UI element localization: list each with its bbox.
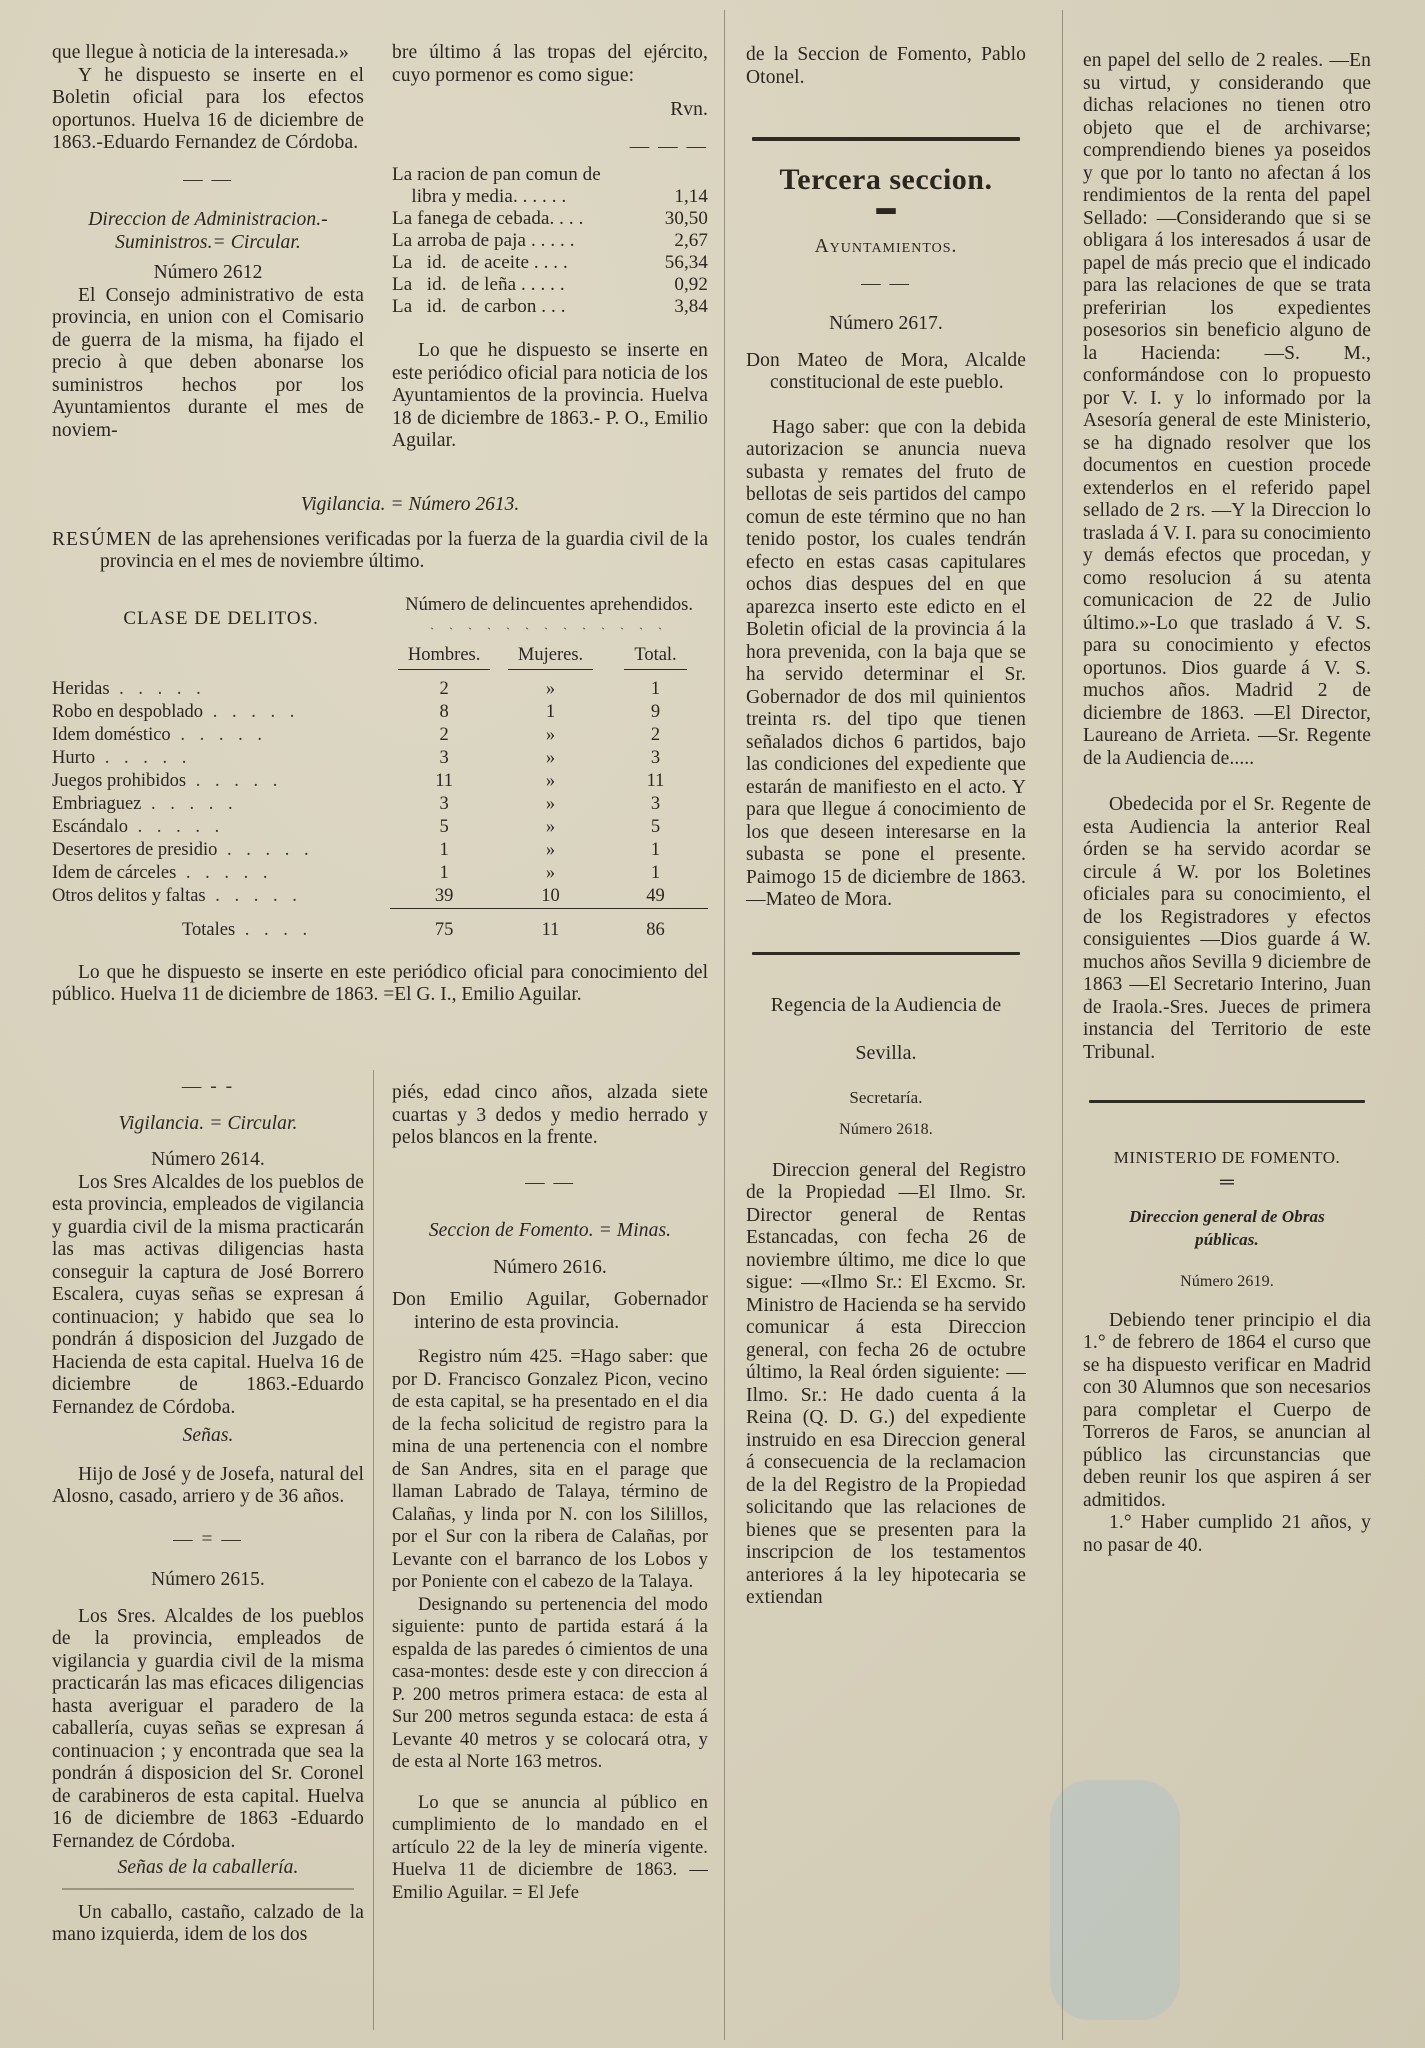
count-total: 9 <box>650 701 661 722</box>
price-value: 30,50 <box>664 208 708 229</box>
count-total: 3 <box>650 747 661 768</box>
text-paragraph: Debiendo tener principio el dia 1.° de febrero de 1864 el curso que se ha dispuesto verificar en Madrid con 30 Alumnos que son necesarios para completar el Cuerpo de Torreros de Faros, se anuncian al público las circunstancias que deben reunir los que aspiren á ser admitidos. <box>1083 1309 1371 1511</box>
leader-dots: . . . . . <box>128 816 225 837</box>
column-rule <box>1062 10 1063 2040</box>
separator: — — <box>525 1171 575 1193</box>
count-total: 3 <box>650 793 661 814</box>
offense-cell <box>52 862 390 885</box>
price-row <box>392 274 708 296</box>
count-mujeres: » <box>545 816 556 837</box>
count-total: 5 <box>650 816 661 837</box>
notice-number: Número 2612 <box>153 262 263 283</box>
notice-number: Número 2618. <box>839 1121 933 1138</box>
separator: ▬ <box>876 197 896 219</box>
header-total: Total. <box>624 644 686 670</box>
table-row <box>52 862 708 885</box>
leader-dots: . . . . . <box>109 678 206 699</box>
section-rule <box>752 137 1020 141</box>
header-hombres: Hombres. <box>398 644 490 670</box>
count-total: 1 <box>650 862 661 883</box>
count-mujeres: » <box>545 770 556 791</box>
count-hombres: 1 <box>439 862 449 883</box>
table-row <box>52 678 708 701</box>
vigilancia-2613-section <box>52 494 708 1007</box>
offense-label: Heridas <box>52 678 110 699</box>
table-row <box>52 770 708 793</box>
price-header: Rvn. <box>670 99 708 120</box>
offense-cell <box>52 816 390 839</box>
count-total: 1 <box>650 839 661 860</box>
text-paragraph: Los Sres Alcaldes de los pueblos de esta provincia, empleados de vigilancia y guardia civil de la misma practicarán las mas activas diligencias hasta conseguir la captura de José Borrero Escalera, cuyas señas se expresan á continuacion; y habido que sea lo pondrán á disposicion del Juzgado de Hacienda de esta capital. Huelva 16 de diciembre de 1863.-Eduardo Fernandez de Córdoba. <box>52 1171 364 1418</box>
rule <box>62 1888 354 1890</box>
count-mujeres: » <box>545 724 556 745</box>
column-1-top <box>52 42 364 442</box>
separator: ═ <box>1220 1171 1234 1193</box>
leader-dots: . . . . . <box>141 793 238 814</box>
section-title: MINISTERIO DE FOMENTO. <box>1113 1148 1341 1167</box>
count-mujeres: 10 <box>541 885 560 906</box>
library-stamp-watermark <box>1050 1780 1180 2020</box>
price-value: 1,14 <box>674 186 708 207</box>
text-paragraph: que llegue à noticia de la interesada.» <box>52 42 349 63</box>
count-hombres: 2 <box>439 724 449 745</box>
section-heading: Regencia de la Audiencia de Sevilla. <box>770 993 1002 1064</box>
offense-label: Juegos prohibidos <box>52 770 187 791</box>
separator: — — — <box>629 135 708 157</box>
totals-row: Totales . . . . 75 11 86 <box>52 919 708 942</box>
dotted-rule: ` ` ` ` ` ` ` ` ` ` ` ` ` <box>430 624 669 639</box>
count-hombres: 39 <box>434 885 454 906</box>
offense-label: Robo en despoblado <box>52 701 204 722</box>
count-hombres: 8 <box>439 701 449 722</box>
section-title: Tercera seccion. <box>779 163 993 196</box>
count-mujeres: » <box>545 678 556 699</box>
text-paragraph: Lo que he dispuesto se inserte en este periódico oficial para conocimiento del público. Huelva 11 de diciembre de 1863. =El G. I., Emilio Aguilar. <box>52 961 708 1005</box>
price-item: La arroba de paja . . . . . <box>392 230 575 251</box>
text-paragraph: bre último á las tropas del ejército, cuyo pormenor es como sigue: <box>392 42 708 86</box>
table-row <box>52 747 708 770</box>
offense-cell <box>52 885 390 909</box>
section-heading: Direccion general de Obras públicas. <box>1129 1207 1325 1249</box>
price-item: La id. de leña . . . . . <box>392 274 565 295</box>
text-paragraph: Designando su pertenencia del modo siguiente: punto de partida estará á la espalda de las paredes ó cimientos de una casa-montes: desde este y con direccion á P. 200 metros primera estaca: de esta al Sur 200 metros segunda estaca: de esta á Levante 40 metros y se colocará otra, y de esta al Norte 163 metros. <box>392 1594 708 1772</box>
price-row <box>392 296 708 318</box>
column-2-lower <box>392 1082 708 1904</box>
price-row <box>392 164 708 186</box>
table-row <box>52 793 708 816</box>
count-hombres: 3 <box>439 747 449 768</box>
notice-number: Número 2614. <box>151 1149 265 1170</box>
table-row <box>52 885 708 909</box>
text-paragraph: Lo que se anuncia al público en cumplimiento de lo mandado en el artículo 22 de la ley de minería vigente. Huelva 11 de diciembre de 1863. —Emilio Aguilar. = El Jefe <box>392 1792 708 1903</box>
text-paragraph: en papel del sello de 2 reales. —En su virtud, y considerando que dichas relaciones no tienen otro objeto que el de archivarse; comprendiendo bienes ya poseidos y que por lo tanto no afectan á los rendimientos de la renta del papel Sellado: —Considerando que si se obligara á los interesados á usar de papel de más precio que el indicado para las relaciones de que se trata preferirian los expedientes posesorios sin beneficio alguno de la Hacienda: —S. M., conformándose con lo propuesto por V. I. y lo informado por la Asesoría general de este Ministerio, se ha dignado resolver que los documentos en cuestion procede extenderlos en el referido papel sellado de 2 rs. —Y la Direccion lo traslada á V. I. para su conocimiento y demás efectos que procedan, y como resolucion á su atenta comunicacion de 22 de Julio último.»-Lo que traslado á V. S. para su conocimiento y efectos oportunos. Dios guarde á V. S. muchos años. Madrid 2 de diciembre de 1863. —El Director, Laureano de Arrieta. —Sr. Regente de la Audiencia de..... <box>1083 50 1371 769</box>
intro-lead: RESÚMEN <box>52 528 153 550</box>
header-group: Número de delincuentes aprehendidos. <box>405 594 693 615</box>
table-intro <box>52 529 708 574</box>
notice-number: Número 2616. <box>493 1256 607 1278</box>
section-subtitle: Ayuntamientos. <box>814 236 958 257</box>
count-mujeres: » <box>545 839 556 860</box>
count-hombres: 5 <box>439 816 449 837</box>
count-hombres: 3 <box>439 793 449 814</box>
price-item: La id. de carbon . . . <box>392 296 566 317</box>
offenses-table <box>52 594 708 942</box>
separator: — — <box>861 272 911 294</box>
section-heading: Vigilancia. = Circular. <box>118 1112 298 1134</box>
count-hombres: 1 <box>439 839 449 860</box>
totals-label: Totales <box>182 919 236 940</box>
offense-cell <box>52 724 390 747</box>
price-value: 2,67 <box>674 230 708 251</box>
leader-dots: . . . . . <box>203 701 300 722</box>
column-3 <box>746 44 1026 1610</box>
count-mujeres: 1 <box>545 701 556 722</box>
count-hombres: 11 <box>435 770 454 791</box>
price-value <box>654 164 708 186</box>
text-paragraph: Direccion general del Registro de la Propiedad —El Ilmo. Sr. Director general de Rentas Estancadas, con fecha 26 de noviembre último, me dice lo que sigue: —«Ilmo Sr.: El Excmo. Sr. Ministro de Hacienda se ha servido comunicar á esta Direccion general, con fecha 26 de octubre último, la Real órden siguiente: —Ilmo. Sr.: He dado cuenta á la Reina (Q. D. G.) del expediente instruido en esa Direccion general á consecuencia de la reclamacion de la del Registro de la Propiedad solicitando que las relaciones de bienes que se presenten para la inscripcion de los testamentos anteriores á la ley hipotecaria se extiendan <box>746 1159 1026 1608</box>
price-value: 3,84 <box>674 296 708 317</box>
intro-text: de las aprehensiones verificadas por la fuerza de la guardia civil de la provincia en el mes de noviembre último. <box>100 528 708 572</box>
section-rule <box>1089 1100 1365 1103</box>
text-paragraph: Registro núm 425. =Hago saber: que por D. Francisco Gonzalez Picon, vecino de esta capital, se ha presentado en el dia de la fecha solicitud de registro para la mina de una pertenencia con el nombre de San Andres, sita en el parage que llaman Labrado de Talaya, término de Calañas, y linda por N. con los Silillos, por el Sur con la ribera de Calañas, por Levante con el barranco de los Lobos y por Poniente con el cabezo de la Talaya. <box>392 1347 708 1592</box>
text-paragraph: de la Seccion de Fomento, Pablo Otonel. <box>746 44 1026 88</box>
header-mujeres: Mujeres. <box>508 644 593 670</box>
header-clase: CLASE DE DELITOS. <box>123 608 319 629</box>
column-rule <box>724 10 725 2040</box>
text-paragraph: Don Emilio Aguilar, Gobernador interino de esta provincia. <box>392 1289 708 1333</box>
column-2-top <box>392 42 708 453</box>
notice-number: Número 2617. <box>829 313 943 334</box>
text-paragraph: Hijo de José y de Josefa, natural del Alosno, casado, arriero y de 36 años. <box>52 1463 364 1507</box>
separator: — - - <box>181 1076 235 1097</box>
total-mujeres: 11 <box>541 919 560 940</box>
count-mujeres: » <box>545 747 556 768</box>
table-row <box>52 724 708 747</box>
table-row <box>52 701 708 724</box>
table-row <box>52 839 708 862</box>
count-mujeres: » <box>545 862 556 883</box>
column-rule <box>373 1070 374 2030</box>
column-1-lower <box>52 1076 364 1947</box>
offense-label: Embriaguez <box>52 793 142 814</box>
text-paragraph: El Consejo administrativo de esta provincia, en union con el Comisario de guerra de la misma, ha fijado el precio à que deben abonarse los suministros hechos por los Ayuntamientos durante el mes de noviem- <box>52 284 364 441</box>
text-paragraph: Y he dispuesto se inserte en el Boletin oficial para los efectos oportunos. Huelva 16 de diciembre de 1863.-Eduardo Fernandez de Córdoba. <box>52 64 364 153</box>
section-rule <box>752 952 1020 955</box>
count-total: 2 <box>650 724 661 745</box>
offense-cell <box>52 839 390 862</box>
offense-cell <box>52 701 390 724</box>
price-item: La id. de aceite . . . . <box>392 252 568 273</box>
separator: — — <box>183 168 233 190</box>
count-total: 1 <box>650 678 661 699</box>
text-paragraph: Un caballo, castaño, calzado de la mano izquierda, idem de los dos <box>52 1901 364 1945</box>
text-paragraph: Hago saber: que con la debida autorizacion se anuncia nueva subasta y remates del fruto de bellotas de seis partidos del campo comun de este término que no han tenido postor, los cuales tendrán efecto en estas casas capitulares ochos dias despues del en que aparezca inserto este edicto en el Boletin oficial de la provincia á la hora prevenida, con la baja que se ha servido determinar el Sr. Gobernador de dos mil quinientos treinta rs. del tipo que tienen señalados dichos 6 partidos, bajo las condiciones del expediente que estarán de manifiesto en el acto. Y para que llegue á conocimiento de los que deseen interesarse en la subasta se pone el presente. Paimogo 15 de diciembre de 1863. —Mateo de Mora. <box>746 416 1026 910</box>
price-value: 56,34 <box>664 252 708 273</box>
leader-dots: . . . . . <box>95 747 192 768</box>
leader-dots: . . . . . <box>186 770 283 791</box>
offense-cell <box>52 793 390 816</box>
notice-number: Número 2619. <box>1180 1273 1274 1290</box>
offense-label: Idem doméstico <box>52 724 171 745</box>
subheading: Señas. <box>182 1425 234 1446</box>
text-paragraph: Lo que he dispuesto se inserte en este periódico oficial para noticia de los Ayuntamientos de la provincia. Huelva 18 de diciembre de 1863.- P. O., Emilio Aguilar. <box>392 340 708 451</box>
count-hombres: 2 <box>439 678 449 699</box>
subheading: Señas de la caballería. <box>117 1857 299 1878</box>
price-item: La fanega de cebada. . . . <box>392 208 584 229</box>
offense-label: Idem de cárceles <box>52 862 177 883</box>
leader-dots: . . . . . <box>176 862 273 883</box>
section-heading: Vigilancia. = Número 2613. <box>300 494 520 515</box>
price-row <box>392 252 708 274</box>
offense-label: Otros delitos y faltas <box>52 885 206 906</box>
text-paragraph: Don Mateo de Mora, Alcalde constitucional de este pueblo. <box>746 349 1026 393</box>
offense-cell <box>52 747 390 770</box>
leader-dots: . . . . . <box>170 724 267 745</box>
notice-number: Número 2615. <box>151 1569 265 1590</box>
text-paragraph: 1.° Haber cumplido 21 años, y no pasar de 40. <box>1083 1512 1371 1556</box>
price-row <box>392 208 708 230</box>
separator: — = — <box>173 1528 243 1550</box>
text-paragraph: Los Sres. Alcaldes de los pueblos de la provincia, empleados de vigilancia y guardia civil de la misma practicarán las mas eficaces diligencias hasta averiguar el paradero de la caballería, cuyas señas se expresan á continuacion ; y encontrada que sea la pondrán á disposicion del Sr. Coronel de carabineros de esta capital. Huelva 16 de diciembre de 1863 -Eduardo Fernandez de Córdoba. <box>52 1605 364 1852</box>
section-heading: Seccion de Fomento. = Minas. <box>428 1220 672 1241</box>
count-total: 11 <box>646 770 665 791</box>
count-mujeres: » <box>545 793 556 814</box>
leader-dots: . . . . . <box>217 839 314 860</box>
offense-label: Desertores de presidio <box>52 839 218 860</box>
price-row <box>392 230 708 252</box>
offense-label: Escándalo <box>52 816 129 837</box>
price-item: La racion de pan comun de <box>392 164 601 185</box>
count-total: 49 <box>646 885 665 906</box>
price-value: 0,92 <box>674 274 708 295</box>
offense-label: Hurto <box>52 747 96 768</box>
section-heading: Direccion de Administracion.-Suministros.= Circular. <box>88 209 328 253</box>
column-4 <box>1083 50 1371 1557</box>
table-row <box>52 816 708 839</box>
total-total: 86 <box>646 919 665 940</box>
total-hombres: 75 <box>434 919 454 940</box>
price-table <box>392 164 708 318</box>
offense-cell <box>52 678 390 701</box>
price-item: libra y media. . . . . . <box>392 186 567 207</box>
subheading: Secretaría. <box>849 1087 923 1107</box>
text-paragraph: piés, edad cinco años, alzada siete cuartas y 3 dedos y medio herrado y pelos blancos en la frente. <box>392 1082 708 1148</box>
leader-dots: . . . . . <box>205 885 302 906</box>
offense-cell <box>52 770 390 793</box>
text-paragraph: Obedecida por el Sr. Regente de esta Audiencia la anterior Real órden se ha servido acordar se circule á W. por los Boletines oficiales para su conocimiento, el de los Registradores y efectos consiguientes —Dios guarde á W. muchos años Sevilla 9 diciembre de 1863 —El Secretario Interino, Juan de Iraola.-Sres. Jueces de primera instancia del Territorio de este Tribunal. <box>1083 794 1371 1063</box>
price-row <box>392 186 708 208</box>
